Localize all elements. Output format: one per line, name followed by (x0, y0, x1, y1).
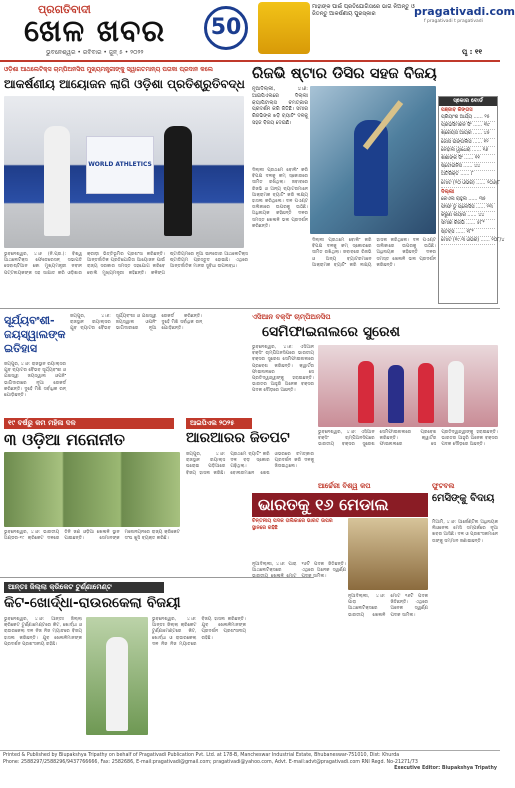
team2-name: ଦିଲ୍ଲୀ (441, 188, 455, 195)
story4-photo (318, 345, 498, 427)
story3-headline: ସୂର୍ଯ୍ୟବଂଶୀ-ଜୟସ୍ୱାଲଙ୍କ ଇତିହାସ (4, 314, 66, 355)
score-row: ଫାଫ ଡୁ ପ୍ଲେସିସ ...... ୨୩ (441, 204, 495, 212)
footer (0, 750, 500, 788)
score-row: ଶଶାଙ୍କ ସିଂ ...... ୧୧ (441, 155, 495, 163)
promo-photo (258, 2, 310, 54)
footer-editor: Executive Editor: Biupakshya Tripathy (394, 766, 497, 771)
world-athletics-flag: WORLD ATHLETICS (86, 136, 154, 194)
score-row: ଶ୍ରେୟସ ଆୟର ...... ୪୫ (441, 130, 495, 138)
story8-body: ନୂଆଦିଲ୍ଲୀ, ୪।୬: ପାରା ଆଥଲେଟିକ୍ସରେ ଭାରତୀୟ ଖେଳାଳି ମୋଟ ୧୬ଟି ପଦକ ଜିତିଛନ୍ତି। ଏଥିରେ ଅନେକ ସ୍ୱର୍ଣ୍ଣ ପଦକ ସାମିଲ। (252, 562, 346, 580)
story8-body-cont: ନୂଆଦିଲ୍ଲୀ, ୪।୬: ପାରା ଆଥଲେଟିକ୍ସରେ ଭାରତୀୟ ଖେଳାଳି ମୋଟ ୧୬ଟି ପଦକ ଜିତିଛନ୍ତି। ଏଥିରେ ଅନେକ ସ୍ୱର୍ଣ୍ଣ ପଦକ ସାମିଲ। (348, 594, 428, 618)
story5-photo (4, 452, 180, 527)
person-left (44, 126, 70, 236)
story9-headline: ମେସିଙ୍କୁ ବିଦାୟ (432, 493, 495, 504)
footer-line2: Phone: 2588297/2588296/9437766666, Fax: 2582686, E-mail:pragativadi@gmail.com; pragativadi@yahoo.com, Advt. E-mail:advt@pragativadi.com RNI Regd. No-21271/73 (3, 759, 418, 765)
masthead-rule (0, 60, 500, 62)
anniversary-logo: 50 (204, 6, 248, 50)
story6-headline: ଆରଆରର ଜିତପଟ (186, 430, 290, 446)
story1-headline: ଆକର୍ଷଣୀୟ ଆୟୋଜନ ଲାଗି ଓଡ଼ିଶା ପ୍ରତିଶ୍ରୁତିବଦ୍ଧ (4, 77, 245, 91)
score-row: କେଏଲ ରାହୁଲ ...... ୩୫ (441, 196, 495, 204)
team2-rows (439, 196, 505, 245)
divider-1 (0, 308, 500, 309)
score-row: ମୋଟ (୨୦ ଓଭର) ...... ୨୦୬/୮ (441, 180, 495, 188)
story2-photo (310, 86, 436, 234)
boxer-3 (418, 363, 434, 423)
story2-body: ଦିଲ୍ଲୀ ପ୍ରଥମେ ବୋଲିଂ କରି ବିପକ୍ଷ ଦଳକୁ କମ୍ ସ୍କୋରରେ ସୀମିତ ରଖିଥିଲା। ଜବାବରେ ରିଜଭି ଓ ଅନ୍ୟ ବ୍ୟାଟରମାନେ ଆକ୍ରାମକ ବ୍ୟାଟିଂ କରି ଲକ୍ଷ୍ୟ ହାସଲ କରିଥିଲେ। ଦଳ ପଏଣ୍ଟ ତାଲିକାରେ ଉପରକୁ ଉଠିଛି। ଅଧିନାୟକ କହିଛନ୍ତି ଦଳର ସମସ୍ତ ଖେଳାଳି ଭଲ ପ୍ରଦର୍ଶନ କରିଛନ୍ତି। (252, 168, 308, 229)
score-row: ମୋଟ (୧୯.୩ ଓଭର) ...... ୨୦୮/୪ (441, 237, 495, 245)
team1-rows (439, 114, 500, 188)
story1-body: ଭୁବନେଶ୍ୱର, ୪।୬ (ନି.ପ୍ର.): ବିଶ୍ୱ ଆଥଲେଟିକ୍ସ ଫେଡେରେସନ୍ ସଭାପତି ସେବାଷ୍ଟିଆନ କୋ ମୁଖ୍ୟମନ୍ତ୍ରୀ ନବୀନ ପଟ୍ଟନାୟକଙ୍କ ସହ ସାକ୍ଷାତ କରି ଓଡ଼ିଶାର କ୍ରୀଡ଼ା ଭିତ୍ତିଭୂମିର ପ୍ରଶଂସା କରିଛନ୍ତି। ଆନ୍ତର୍ଜାତିକ ପ୍ରତିଯୋଗିତା ଆୟୋଜନ ପାଇଁ ରାଜ୍ୟ ସରକାର ସମସ୍ତ ସହଯୋଗ କରିବେ ବୋଲି ମୁଖ୍ୟମନ୍ତ୍ରୀ କହିଛନ୍ତି। କଳିଙ୍ଗ ଷ୍ଟାଡିୟମରେ ନୂଆ ଇନଡୋର ଆଥଲେଟିକ୍ସ ଷ୍ଟାଡିୟମ ପ୍ରସ୍ତୁତ ହୋଇଛି। ଏଥିରେ ଆନ୍ତର୍ଜାତିକ ମାନର ସୁବିଧା ଉପଲବ୍ଧ। (4, 252, 248, 276)
section-title: ଖେଳ ଖବର (24, 14, 166, 49)
masthead (0, 0, 250, 62)
story9-kicker: ଫୁଟବଲ (432, 482, 455, 490)
social-handles: f pragativadi t pragativadi (424, 19, 483, 24)
story2-body-cont: ଦିଲ୍ଲୀ ପ୍ରଥମେ ବୋଲିଂ କରି ବିପକ୍ଷ ଦଳକୁ କମ୍ ସ୍କୋରରେ ସୀମିତ ରଖିଥିଲା। ଜବାବରେ ରିଜଭି ଓ ଅନ୍ୟ ବ୍ୟାଟରମାନେ ଆକ୍ରାମକ ବ୍ୟାଟିଂ କରି ଲକ୍ଷ୍ୟ ହାସଲ କରିଥିଲେ। ଦଳ ପଏଣ୍ଟ ତାଲିକାରେ ଉପରକୁ ଉଠିଛି। ଅଧିନାୟକ କହିଛନ୍ତି ଦଳର ସମସ୍ତ ଖେଳାଳି ଭଲ ପ୍ରଦର୍ଶନ କରିଛନ୍ତି। (312, 238, 436, 268)
story7-kicker: ଆନ୍ତଃ ଜିଲ୍ଲା କ୍ରିକେଟ ଟୁର୍ଣ୍ଣାମେଣ୍ଟ (4, 582, 164, 593)
story9-body: ମିଆମି, ୪।୬: ଆର୍ଜେଣ୍ଟିନା ଅଧିନାୟକ ଲିଓନେଲ ମେସି ସମ୍ପର୍କରେ ନୂଆ ଖବର ଆସିଛି। ଦଳ ଓ ପ୍ରଶଂସକମାନେ ତାଙ୍କୁ ସମ୍ମାନ ଜଣାଇଛନ୍ତି। (432, 520, 498, 544)
boxer-2 (388, 365, 404, 423)
story1-kicker: ଓଡ଼ିଶା ଆଥଲେଟିକ୍ସ ଚାମ୍ପିଅନସିପ ମୁଖ୍ୟମନ୍ତ୍ରୀଙ୍କୁ ସ୍ୱାଗତମାନ୍ୟ ପତାକା ପ୍ରଦାନ କଲେ (4, 66, 213, 73)
scoreboard (438, 96, 505, 304)
brand-name: ପ୍ରଗତିବାଦୀ (38, 3, 91, 16)
scoreboard-title: ସ୍କୋର ବୋର୍ଡ (439, 97, 497, 106)
score-row: ପ୍ରିୟାଂଶ ଆର୍ଯ୍ୟ ...... ୨୫ (441, 114, 495, 122)
promo-text: ମାହୀଙ୍କ ପାଇଁ ପ୍ରତିଯୋଗିତାରେ ଭାଗ ନିଅନ୍ତୁ ଓ ଜିତନ୍ତୁ ଆକର୍ଷଣୀୟ ପୁରସ୍କାର (312, 4, 415, 17)
score-row: ଷ୍ଟବ୍ସ ...... ୧୮* (441, 229, 495, 237)
boxer-4 (448, 361, 464, 423)
story8-kicker: ଆର୍ଚ୍ଚେରୀ ବିଶ୍ୱ କପ (318, 482, 371, 490)
story5-headline: ୩ ଓଡ଼ିଆ ମନୋନୀତ (4, 430, 125, 449)
story6-body: ଜୟପୁର, ୪।୬: ରାଜସ୍ଥାନ ରୟାଲ୍ସ ଘରୋଇ ପଡ଼ିଆରେ ବିଜୟ ହାସଲ କରିଛି। ପ୍ରଥମେ ବ୍ୟାଟିଂ କରି ଦଳ ବଡ଼ ସ୍କୋର ଗଢ଼ିଥିଲା। ବୋଲରମାନେ ଶେଷ ଓଭରରେ ଚମତ୍କାର ପ୍ରଦର୍ଶନ କରି ଦଳକୁ ଜିତାଇଥିଲେ। (186, 452, 314, 476)
score-row: କରୁଣ ନାୟାର ...... ୪୪ (441, 212, 495, 220)
boxer-1 (358, 361, 374, 423)
score-row: ପ୍ରଭସିମରନ ସିଂ ...... ୩୯ (441, 122, 495, 130)
story2-lead: ନୂଆଦିଲ୍ଲୀ, ୪।୬: ଆଇପିଏଲରେ ଦିଲ୍ଲୀ କ୍ୟାପିଟାଲ୍ସ ଚମତ୍କାର ପ୍ରଦର୍ଶନ କରି ଜିତିଛି। ସମୀର ରିଜଭିଙ୍କ ଝଡ଼ି ବ୍ୟାଟିଂ ଦଳକୁ ସହଜ ବିଜୟ ଦେଇଛି। (252, 86, 308, 126)
story8-highlight: ଚିନ୍ତନୀୟ ପଦକ ତାଲିକାରେ ଭାରତ ଉପର ସ୍ଥାନରେ ରହିଛି (252, 518, 333, 531)
story7-photo (86, 617, 148, 735)
story8-photo (348, 518, 428, 590)
page-number: ପୃ : ୧୧ (462, 48, 483, 56)
story6-label: ଆଇପିଏଲ ୨୦୨୫ (186, 418, 252, 429)
story7-body-cont: ଭୁବନେଶ୍ୱର, ୪।୬: ଆନ୍ତଃ ଜିଲ୍ଲା କ୍ରିକେଟ ଟୁର୍ଣ୍ଣାମେଣ୍ଟରେ କିଟ, ଖୋର୍ଦ୍ଧା ଓ ରାଉରକେଲା ଦଳ ନିଜ ନିଜ ମ୍ୟାଚରେ ବିଜୟ ହାସଲ କରିଛନ୍ତି। ଯୁବ ଖେଳାଳିମାନଙ୍କ ପ୍ରଦର୍ଶନ ପ୍ରଶଂସନୀୟ ରହିଛି। (152, 617, 246, 647)
story4-body: ଭୁବନେଶ୍ୱର, ୪।୬: ଏସିଆନ ବକ୍ସିଂ ଚାମ୍ପିଅନସିପରେ ଭାରତୀୟ ବକ୍ସର ସୁରେଶ ସେମିଫାଇନାଲରେ ପ୍ରବେଶ କରିଛନ୍ତି। କ୍ୱାର୍ଟର ଫାଇନାଲରେ ସେ ପ୍ରତିଦ୍ୱନ୍ଦ୍ୱୀଙ୍କୁ ହରାଇଛନ୍ତି। ଭାରତର ଆହୁରି ଅନେକ ବକ୍ସର ପଦକ ଦୌଡ଼ରେ ଅଛନ୍ତି। (318, 430, 498, 448)
story3-body: ଜୟପୁର, ୪।୬: ରାଜସ୍ଥାନ ରୟାଲ୍ସର ଯୁବ ବ୍ୟାଟର ବୈଭବ ସୂର୍ଯ୍ୟବଂଶୀ ଓ ଯଶସ୍ୱୀ ଜୟସ୍ୱାଲ ଓପନିଂ ଭାଗିଦାରୀରେ ନୂଆ ରେକର୍ଡ କରିଛନ୍ତି। ଦୁହେଁ ମିଶି ସର୍ବାଧିକ ରନ୍ ଯୋଡ଼ିଛନ୍ତି। (70, 314, 203, 332)
score-row: ଅତିରିକ୍ତ ...... ୮ (441, 171, 495, 179)
story5-body: ଭୁବନେଶ୍ୱର, ୪।୬: ଭାରତୀୟ ଅଣ୍ଡର-୧୯ କ୍ରିକେଟ ଦଳରେ ତିନି ଜଣ ଓଡ଼ିଆ ଖେଳାଳି ସ୍ଥାନ ପାଇଛନ୍ତି। ସେମାନଙ୍କ ମନୋନୟନରେ ରାଜ୍ୟ କ୍ରିକେଟ ସଂଘ ଖୁସି ବ୍ୟକ୍ତ କରିଛି। (4, 530, 180, 542)
story7-headline: କିଟ-ଖୋର୍ଦ୍ଧା-ରାଉରକେଲା ବିଜୟୀ (4, 595, 181, 611)
score-row: ନେହାଲ ୱାଧେରା ...... ୧୬ (441, 147, 495, 155)
story4-kicker: ଏସିଆନ ବକ୍ସିଂ ଚାମ୍ପିଅନସିପ (252, 313, 331, 321)
dateline: ଭୁବନେଶ୍ୱର • ରବିବାର • ଜୁନ୍ ୫ • ୨୦୨୨ (46, 49, 144, 56)
site-url[interactable]: pragativadi.com (414, 5, 515, 18)
score-row: ଜୋସ ଇଙ୍ଗଲିସ ...... ୧୨ (441, 139, 495, 147)
story4-body-left: ଭୁବନେଶ୍ୱର, ୪।୬: ଏସିଆନ ବକ୍ସିଂ ଚାମ୍ପିଅନସିପରେ ଭାରତୀୟ ବକ୍ସର ସୁରେଶ ସେମିଫାଇନାଲରେ ପ୍ରବେଶ କରିଛନ୍ତି। କ୍ୱାର୍ଟର ଫାଇନାଲରେ ସେ ପ୍ରତିଦ୍ୱନ୍ଦ୍ୱୀଙ୍କୁ ହରାଇଛନ୍ତି। ଭାରତର ଆହୁରି ଅନେକ ବକ୍ସର ପଦକ ଦୌଡ଼ରେ ଅଛନ୍ତି। (252, 345, 314, 394)
team1-name: ପଞ୍ଜାବ କିଙ୍ଗସ (441, 107, 473, 113)
story5-kicker: ୧୯ ବର୍ଷରୁ କମ ମହିଳା ଦଳ (4, 418, 174, 429)
footer-line1: Printed & Published by Biupakshya Tripathy on behalf of Pragativadi Publication Pvt. Ltd. at 178-B, Mancheswar Industrial Estate, Bhubaneswar-751010, Dist: Khurda (3, 753, 400, 758)
story3-body-cont: ଜୟପୁର, ୪।୬: ରାଜସ୍ଥାନ ରୟାଲ୍ସର ଯୁବ ବ୍ୟାଟର ବୈଭବ ସୂର୍ଯ୍ୟବଂଶୀ ଓ ଯଶସ୍ୱୀ ଜୟସ୍ୱାଲ ଓପନିଂ ଭାଗିଦାରୀରେ ନୂଆ ରେକର୍ଡ କରିଛନ୍ତି। ଦୁହେଁ ମିଶି ସର୍ବାଧିକ ରନ୍ ଯୋଡ଼ିଛନ୍ତି। (4, 362, 66, 399)
cricketer-figure (106, 637, 128, 731)
score-row: ଷ୍ଟୋଇନିସ ...... ୪୪ (441, 163, 495, 171)
story4-headline: ସେମିଫାଇନାଲରେ ସୁରେଶ (262, 324, 400, 340)
story1-photo (4, 96, 244, 248)
score-row: ସମୀର ରିଜଭି ...... ୫୮* (441, 220, 495, 228)
person-right (164, 126, 192, 236)
story8-headline: ଭାରତକୁ ୧୬ ମେଡାଲ (252, 493, 428, 517)
story2-headline: ରିଜଭି ଷ୍ଟାର ଡିସିର ସହଜ ବିଜୟ (252, 64, 437, 82)
story7-body: ଭୁବନେଶ୍ୱର, ୪।୬: ଆନ୍ତଃ ଜିଲ୍ଲା କ୍ରିକେଟ ଟୁର୍ଣ୍ଣାମେଣ୍ଟରେ କିଟ, ଖୋର୍ଦ୍ଧା ଓ ରାଉରକେଲା ଦଳ ନିଜ ନିଜ ମ୍ୟାଚରେ ବିଜୟ ହାସଲ କରିଛନ୍ତି। ଯୁବ ଖେଳାଳିମାନଙ୍କ ପ୍ରଦର୍ଶନ ପ୍ରଶଂସନୀୟ ରହିଛି। (4, 617, 82, 647)
